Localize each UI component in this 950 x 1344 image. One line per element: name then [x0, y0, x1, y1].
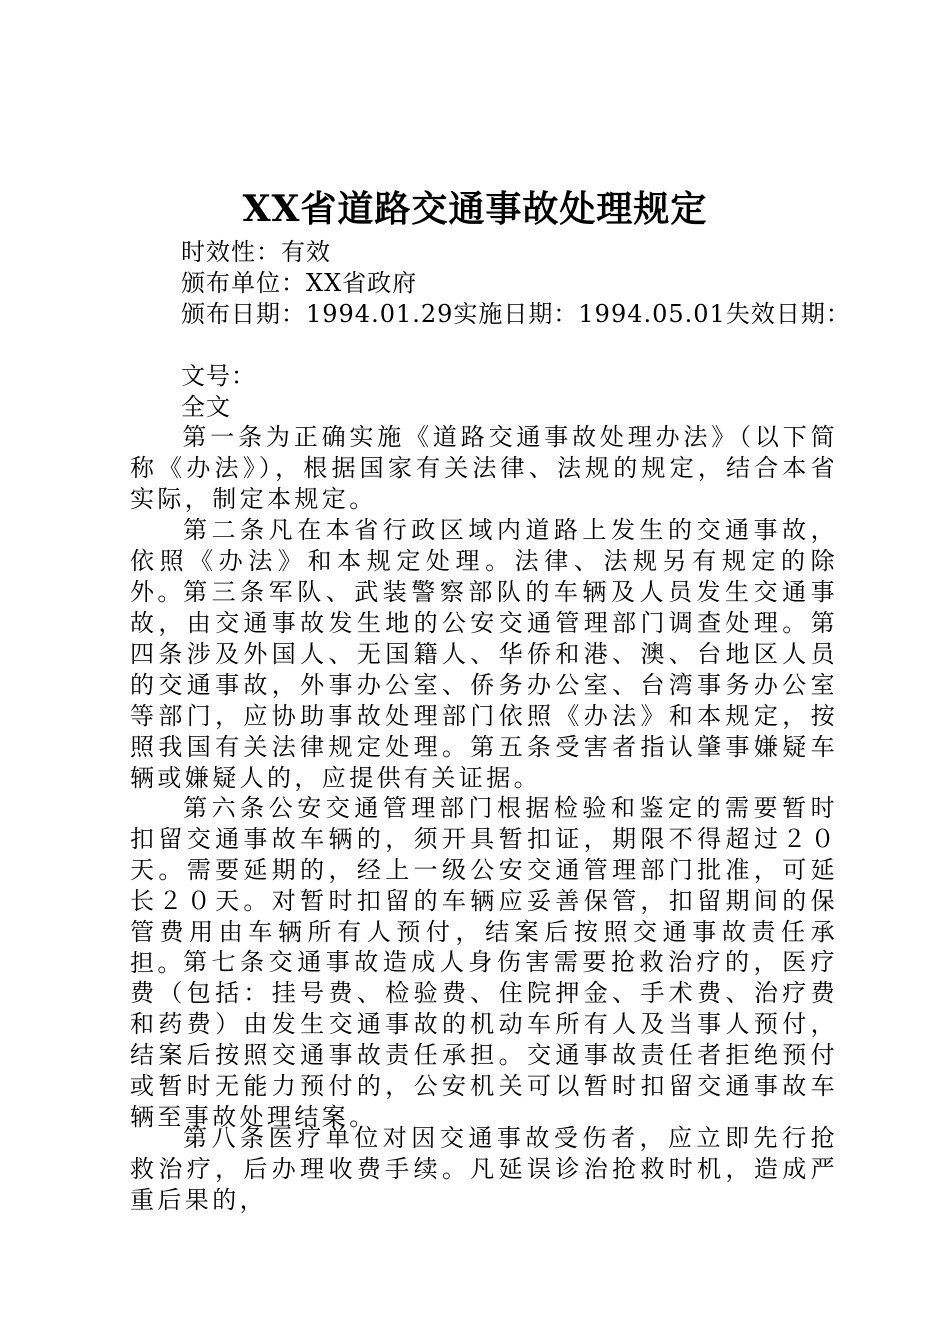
article-1	[130, 422, 838, 515]
article-7-text: 第七条交通事故造成人身伤害需要抢救治疗的，医疗费（包括：挂号费、检验费、住院押金、手术费、治疗费和药费）由发生交通事故的机动车所有人及当事人预付，结案后按照交通事故责任承担。交通事故责任者拒绝预付或暂时无能力预付的，公安机关可以暂时扣留交通事故车辆至事故处理结案。	[130, 948, 838, 1131]
article-3-5	[130, 577, 838, 794]
article-7	[130, 947, 838, 1133]
article-3-5-text: 第三条军队、武装警察部队的车辆及人员发生交通事故，由交通事故发生地的公安交通管理部门调查处理。第四条涉及外国人、无国籍人、华侨和港、澳、台地区人员的交通事故，外事办公室、侨务办公室、台湾事务办公室等部门，应协助事故处理部门依照《办法》和本规定，按照我国有关法律规定处理。第五条受害者指认肇事嫌疑车辆或嫌疑人的，应提供有关证据。	[130, 578, 838, 792]
document-title: XX省道路交通事故处理规定	[242, 188, 708, 230]
validity-line: 时效性：有效	[181, 238, 331, 266]
article-8	[130, 1123, 838, 1216]
article-6-text: 第六条公安交通管理部门根据检验和鉴定的需要暂时扣留交通事故车辆的，须开具暂扣证，期限不得超过２０天。需要延期的，经上一级公安交通管理部门批准，可延长２０天。对暂时扣留的车辆应妥善保管，扣留期间的保管费用由车辆所有人预付，结案后按照交通事故责任承担。	[130, 794, 838, 977]
article-8-text: 第八条医疗单位对因交通事故受伤者，应立即先行抢救治疗，后办理收费手续。凡延误诊治抢救时机，造成严重后果的，	[130, 1124, 838, 1214]
issuer-line: 颁布单位：XX省政府	[181, 269, 418, 297]
dates-line: 颁布日期：1994.01.29实施日期：1994.05.01失效日期：	[181, 300, 851, 328]
full-text-label: 全文	[181, 393, 231, 421]
article-1-text: 第一条为正确实施《道路交通事故处理办法》（以下简称《办法》），根据国家有关法律、法规的规定，结合本省实际，制定本规定。	[130, 423, 838, 513]
doc-number-line: 文号：	[181, 362, 256, 390]
article-2-text: 第二条凡在本省行政区域内道路上发生的交通事故，依照《办法》和本规定处理。法律、法规另有规定的除外。	[130, 516, 838, 606]
